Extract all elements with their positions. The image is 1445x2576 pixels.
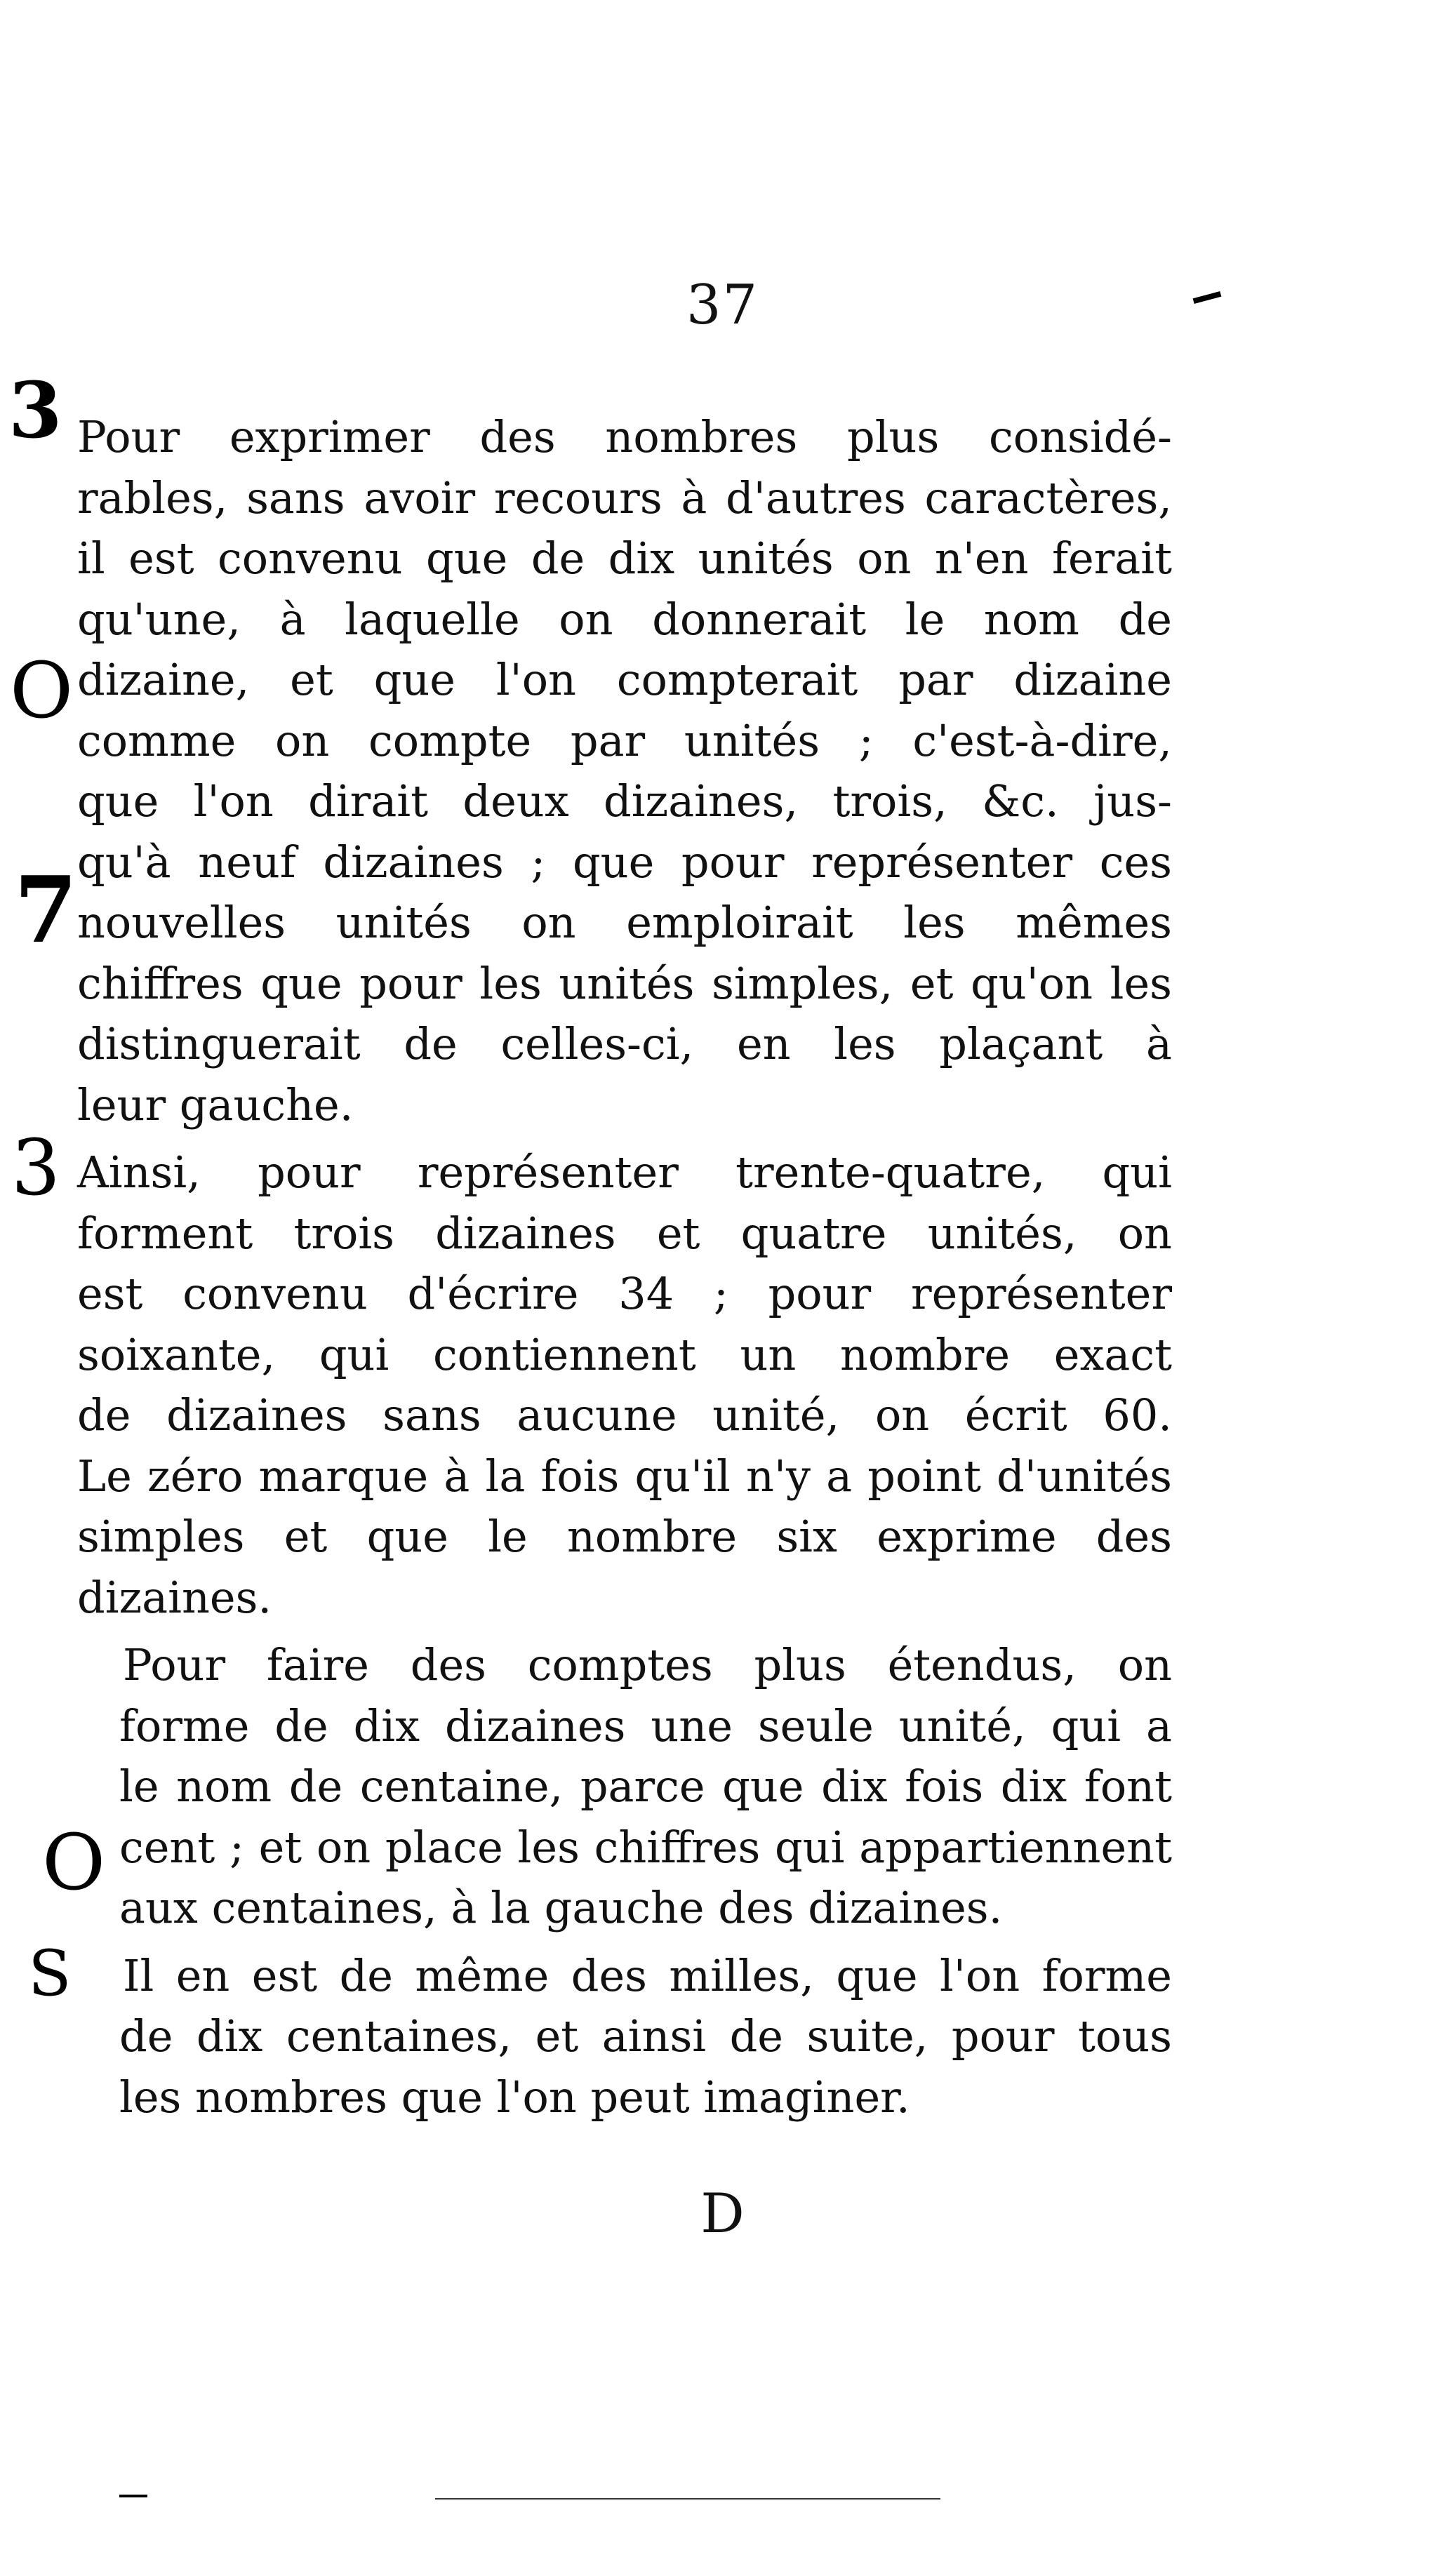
text-line: que l'on dirait deux dizaines, trois, &c. jus- xyxy=(77,775,1172,827)
text-line: soixante, qui contiennent un nombre exact xyxy=(77,1328,1172,1380)
text-line: cent ; et on place les chiffres qui appartiennent xyxy=(119,1821,1172,1873)
paragraph-2 xyxy=(77,1142,1172,1628)
text-line: les nombres que l'on peut imaginer. xyxy=(119,2071,910,2123)
margin-mark: O xyxy=(42,1817,106,1907)
text-line: chiffres que pour les unités simples, et qu'on les xyxy=(77,957,1172,1009)
bottom-rule xyxy=(435,2498,940,2500)
text-line: leur gauche. xyxy=(77,1079,354,1130)
text-line: nouvelles unités on emploirait les mêmes xyxy=(77,897,1172,948)
text-line: Pour faire des comptes plus étendus, on xyxy=(123,1639,1172,1690)
margin-mark: S xyxy=(28,1937,72,2010)
text-line: simples et que le nombre six exprime des xyxy=(77,1511,1172,1562)
text-line: Le zéro marque à la fois qu'il n'y a point d'unités xyxy=(77,1450,1172,1502)
margin-mark: O xyxy=(10,646,74,735)
text-line: est convenu d'écrire 34 ; pour représenter xyxy=(77,1268,1172,1319)
text-line: aux centaines, à la gauche des dizaines. xyxy=(119,1882,1003,1933)
margin-mark: 7 xyxy=(14,856,78,963)
text-line: forment trois dizaines et quatre unités, on xyxy=(77,1207,1172,1259)
margin-mark: 3 xyxy=(8,365,62,455)
text-line: Il en est de même des milles, que l'on forme xyxy=(123,1949,1172,2001)
text-line: le nom de centaine, parce que dix fois dix font xyxy=(119,1761,1172,1812)
text-line: de dix centaines, et ainsi de suite, pour tous xyxy=(119,2010,1172,2062)
text-line: qu'à neuf dizaines ; que pour représenter ces xyxy=(77,836,1172,888)
text-line: qu'une, à laquelle on donnerait le nom de xyxy=(77,593,1172,645)
text-line: Pour exprimer des nombres plus considé- xyxy=(77,411,1172,462)
paragraph-1 xyxy=(77,407,1172,1135)
text-line: comme on compte par unités ; c'est-à-dire, xyxy=(77,714,1172,766)
margin-mark: 3 xyxy=(11,1123,60,1213)
paragraph-3 xyxy=(77,1635,1172,1939)
text-line: de dizaines sans aucune unité, on écrit 60. xyxy=(77,1389,1172,1441)
text-line: dizaines. xyxy=(77,1571,272,1623)
signature-mark: D xyxy=(700,2182,745,2245)
text-line: il est convenu que de dix unités on n'en ferait xyxy=(77,533,1172,584)
text-line: rables, sans avoir recours à d'autres caractères, xyxy=(77,472,1172,523)
body-text xyxy=(77,407,1172,2135)
page-number: 37 xyxy=(686,274,759,337)
text-line: Ainsi, pour représenter trente-quatre, qui xyxy=(77,1147,1172,1198)
paragraph-4 xyxy=(77,1946,1172,2128)
text-line: distinguerait de celles-ci, en les plaçant à xyxy=(77,1018,1172,1069)
text-line: dizaine, et que l'on compterait par dizaine xyxy=(77,654,1172,705)
text-line: forme de dix dizaines une seule unité, qui a xyxy=(119,1700,1172,1751)
ink-mark xyxy=(119,2495,147,2497)
